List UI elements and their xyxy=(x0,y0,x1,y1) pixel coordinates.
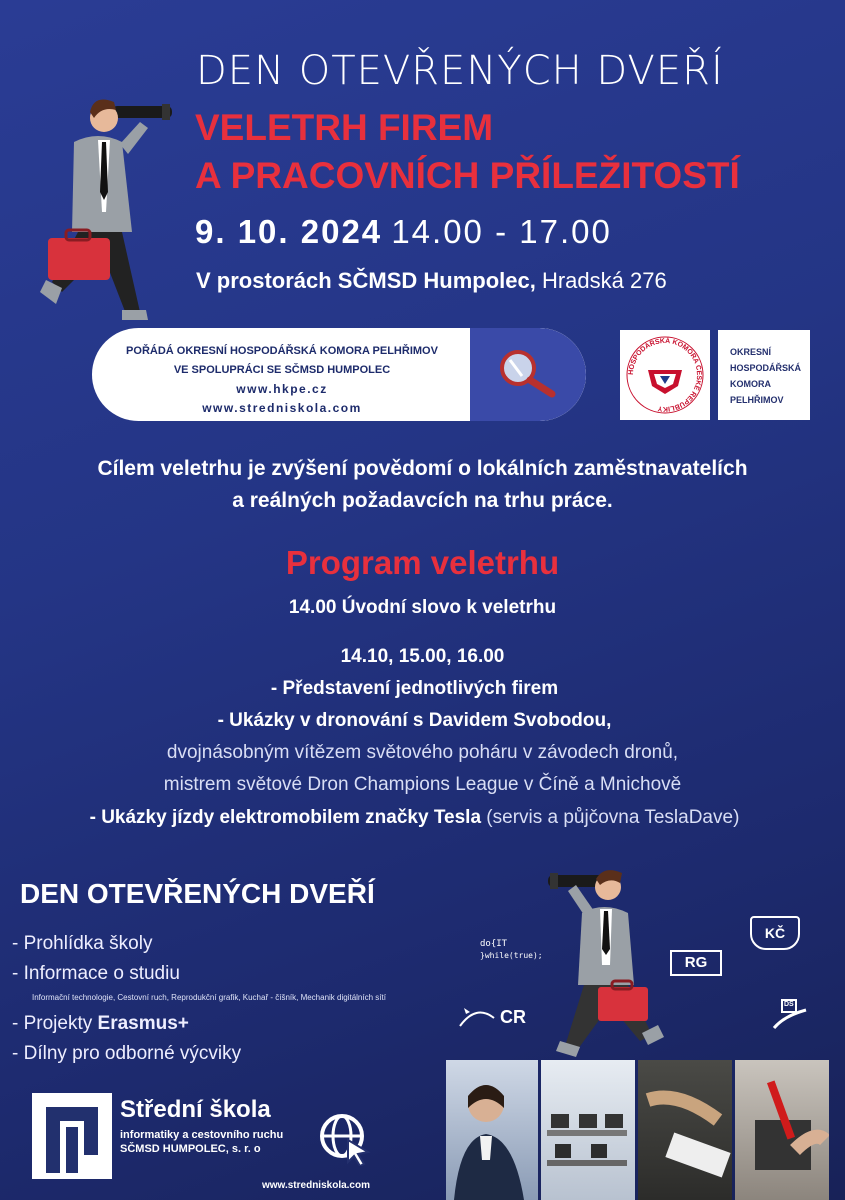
program-item-companies-text: - Představení jednotlivých firem xyxy=(270,678,559,699)
organizer-banner xyxy=(92,328,586,421)
open-day-item-erasmus-pre: - Projekty xyxy=(12,1013,98,1034)
chamber-logo xyxy=(620,330,710,420)
open-day-list xyxy=(12,929,386,1069)
program-item-tesla xyxy=(0,803,837,833)
organizer-line2: VE SPOLUPRÁCI SE SČMSD HUMPOLEC xyxy=(173,364,391,376)
program-drones-desc2: mistrem světové Dron Champions League v Číně a Mnichově xyxy=(163,774,682,795)
fair-title-line2: A PRACOVNÍCH PŘÍLEŽITOSTÍ xyxy=(195,155,740,196)
program-item-drones-text: - Ukázky v dronování s Davidem Svobodou, xyxy=(217,710,612,731)
event-date: 9. 10. 2024 xyxy=(195,213,383,250)
fair-title xyxy=(195,104,740,200)
travel-cr-icon xyxy=(456,1002,526,1032)
study-fields: Informační technologie, Cestovní ruch, Reprodukční grafik, Kuchař - číšník, Mechanik digitálních sítí xyxy=(32,993,386,1002)
organizer-line1: POŘÁDÁ OKRESNÍ HOSPODÁŘSKÁ KOMORA PELHŘIMOV xyxy=(126,345,438,357)
intro-text xyxy=(0,453,845,517)
event-place-bold: V prostorách SČMSD Humpolec, xyxy=(196,268,536,293)
code-icon-line2: }while(true); xyxy=(480,951,543,960)
open-day-item-erasmus xyxy=(12,1009,386,1039)
event-datetime xyxy=(195,213,612,251)
organizer-text xyxy=(92,342,472,418)
program-opening xyxy=(0,593,845,623)
program-item-tesla-rest: (servis a půjčovna TeslaDave) xyxy=(486,807,740,828)
program-item-companies xyxy=(0,674,837,704)
school-name-sub1: informatiky a cestovního ruchu xyxy=(120,1129,284,1141)
program-drones-desc1: dvojnásobným vítězem světového poháru v závodech dronů, xyxy=(166,742,679,763)
student-telescope-illustration xyxy=(548,865,668,1060)
program-opening-text: 14.00 Úvodní slovo k veletrhu xyxy=(288,597,557,618)
intro-line2: a reálných požadavcích na trhu práce. xyxy=(232,489,613,512)
program-item-tesla-bold: - Ukázky jízdy elektromobilem značky Tesla xyxy=(89,807,482,828)
school-name-title: Střední škola xyxy=(120,1096,271,1123)
school-name xyxy=(120,1096,283,1156)
globe-cursor-icon xyxy=(318,1112,372,1166)
chamber-seal-ring-text: HOSPODÁŘSKÁ KOMORA ČESKÉ REPUBLIKY xyxy=(627,337,703,413)
intro-line1: Cílem veletrhu je zvýšení povědomí o lokálních zaměstnavatelích xyxy=(97,457,748,480)
cooking-pot-icon: KČ xyxy=(750,916,800,950)
travel-cr-text: CR xyxy=(500,1007,526,1027)
magnifier-icon xyxy=(470,328,586,421)
photo-student xyxy=(446,1060,538,1200)
chamber-logo-line1: OKRESNÍ xyxy=(730,347,772,357)
airplane-icon xyxy=(456,1002,496,1032)
event-place xyxy=(196,268,667,294)
chamber-logo-text xyxy=(718,330,810,420)
open-day-item-erasmus-bold: Erasmus+ xyxy=(97,1013,189,1034)
network-tools-icon xyxy=(770,998,810,1032)
chamber-logo-line3: KOMORA xyxy=(730,379,771,389)
photo-electronics xyxy=(735,1060,829,1200)
chamber-logo-line4: PELHŘIMOV xyxy=(730,395,784,405)
school-website-link[interactable]: www.stredniskola.com xyxy=(262,1180,370,1191)
event-place-address: Hradská 276 xyxy=(541,268,667,293)
chamber-logo-line2: HOSPODÁŘSKÁ xyxy=(730,363,802,373)
school-logo-icon xyxy=(32,1093,112,1179)
rg-printer-icon: RG xyxy=(670,950,722,976)
open-day-item-tour: - Prohlídka školy xyxy=(12,933,153,954)
event-time: 14.00 - 17.00 xyxy=(391,213,612,250)
open-day-heading: DEN OTEVŘENÝCH DVEŘÍ xyxy=(196,48,724,94)
school-name-sub2: SČMSD HUMPOLEC, s. r. o xyxy=(120,1143,261,1155)
open-day-section-title: DEN OTEVŘENÝCH DVEŘÍ xyxy=(20,878,375,909)
code-icon xyxy=(480,938,543,962)
photo-classroom xyxy=(541,1060,635,1200)
program-times-text: 14.10, 15.00, 16.00 xyxy=(340,646,505,667)
code-icon-line1: do{IT xyxy=(480,939,508,949)
organizer-url-school[interactable]: www.stredniskola.com xyxy=(202,401,362,415)
open-day-item-workshops: - Dílny pro odborné výcviky xyxy=(12,1043,242,1064)
program-title: Program veletrhu xyxy=(285,544,560,581)
fair-title-line1: VELETRH FIREM xyxy=(195,107,494,148)
photo-printing xyxy=(638,1060,732,1200)
businessman-telescope-illustration xyxy=(22,92,182,322)
open-day-item-info: - Informace o studiu xyxy=(12,963,180,984)
chamber-seal-icon xyxy=(620,330,710,420)
network-tools-text: DS xyxy=(784,1001,794,1008)
program-times xyxy=(0,642,845,672)
magnifier-panel xyxy=(470,328,586,421)
organizer-url-hkpe[interactable]: www.hkpe.cz xyxy=(236,382,328,396)
program-item-drones xyxy=(0,706,837,736)
